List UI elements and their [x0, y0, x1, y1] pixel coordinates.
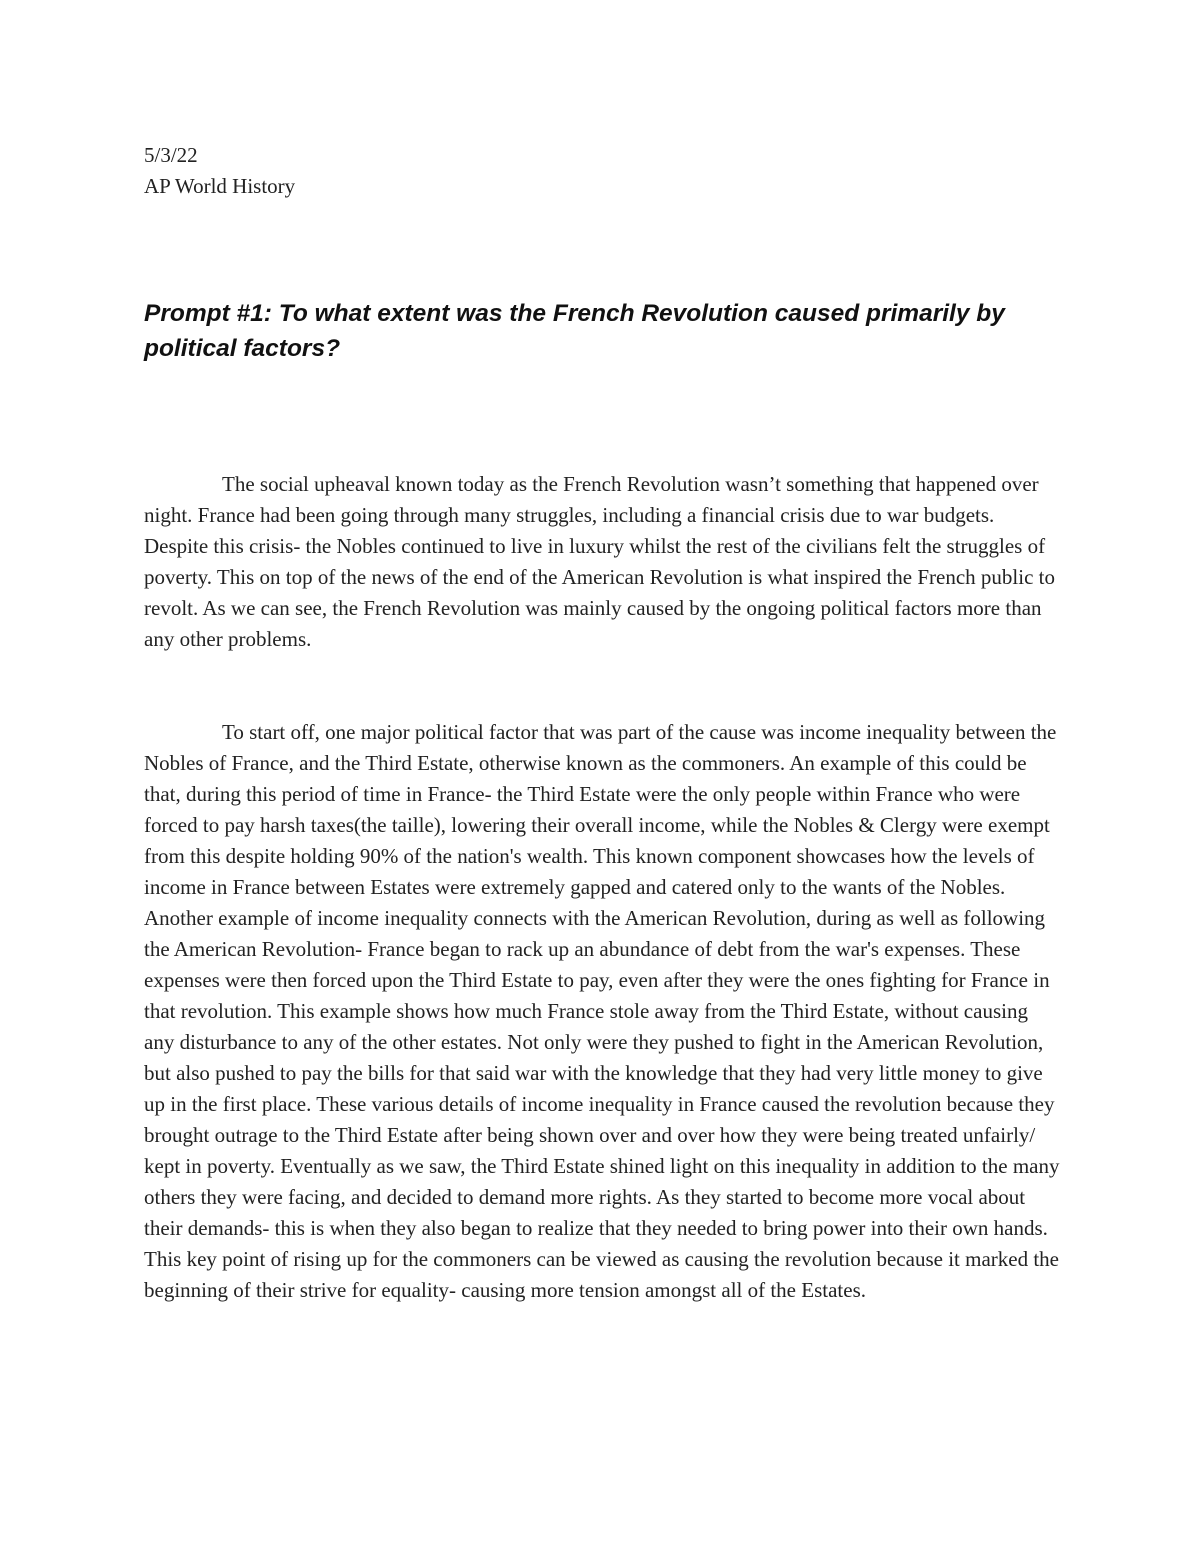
prompt-heading: Prompt #1: To what extent was the French Revolution caused primarily by political factors? — [144, 300, 1005, 362]
document-date: 5/3/22 — [144, 143, 198, 167]
body-paragraph: To start off, one major political factor that was part of the cause was income inequality between the Nobles of France, and the Third Estate, otherwise known as the commoners. An example of this could be that, during this period of time in France- the Third Estate were the only people within France who were forced to pay harsh taxes(the taille), lowering their overall income, while the Nobles & Clergy were exempt from this despite holding 90% of the nation's wealth. This known component showcases how the levels of income in France between Estates were extremely gapped and catered only to the wants of the Nobles. Another example of income inequality connects with the American Revolution, during as well as following the American Revolution- France began to rack up an abundance of debt from the war's expenses. These expenses were then forced upon the Third Estate to pay, even after they were the ones fighting for France in that revolution. This example shows how much France stole away from the Third Estate, without causing any disturbance to any of the other estates. Not only were they pushed to fight in the American Revolution, but also pushed to pay the bills for that said war with the knowledge that they had very little money to give up in the first place. These various details of income inequality in France caused the revolution because they brought outrage to the Third Estate after being shown over and over how they were being treated unfairly/ kept in poverty. Eventually as we saw, the Third Estate shined light on this inequality in addition to the many others they were facing, and decided to demand more rights. As they started to become more vocal about their demands- this is when they also began to realize that they needed to bring power into their own hands. This key point of rising up for the commoners can be viewed as causing the revolution because it marked the beginning of their strive for equality- causing more tension amongst all of the Estates. — [144, 720, 1060, 1302]
intro-paragraph: The social upheaval known today as the French Revolution wasn’t something that happened over night. France had been going through many struggles, including a financial crisis due to war budgets. Despite this crisis- the Nobles continued to live in luxury whilst the rest of the civilians felt the struggles of poverty. This on top of the news of the end of the American Revolution is what inspired the French public to revolt. As we can see, the French Revolution was mainly caused by the ongoing political factors more than any other problems. — [144, 472, 1055, 651]
course-name: AP World History — [144, 174, 296, 198]
